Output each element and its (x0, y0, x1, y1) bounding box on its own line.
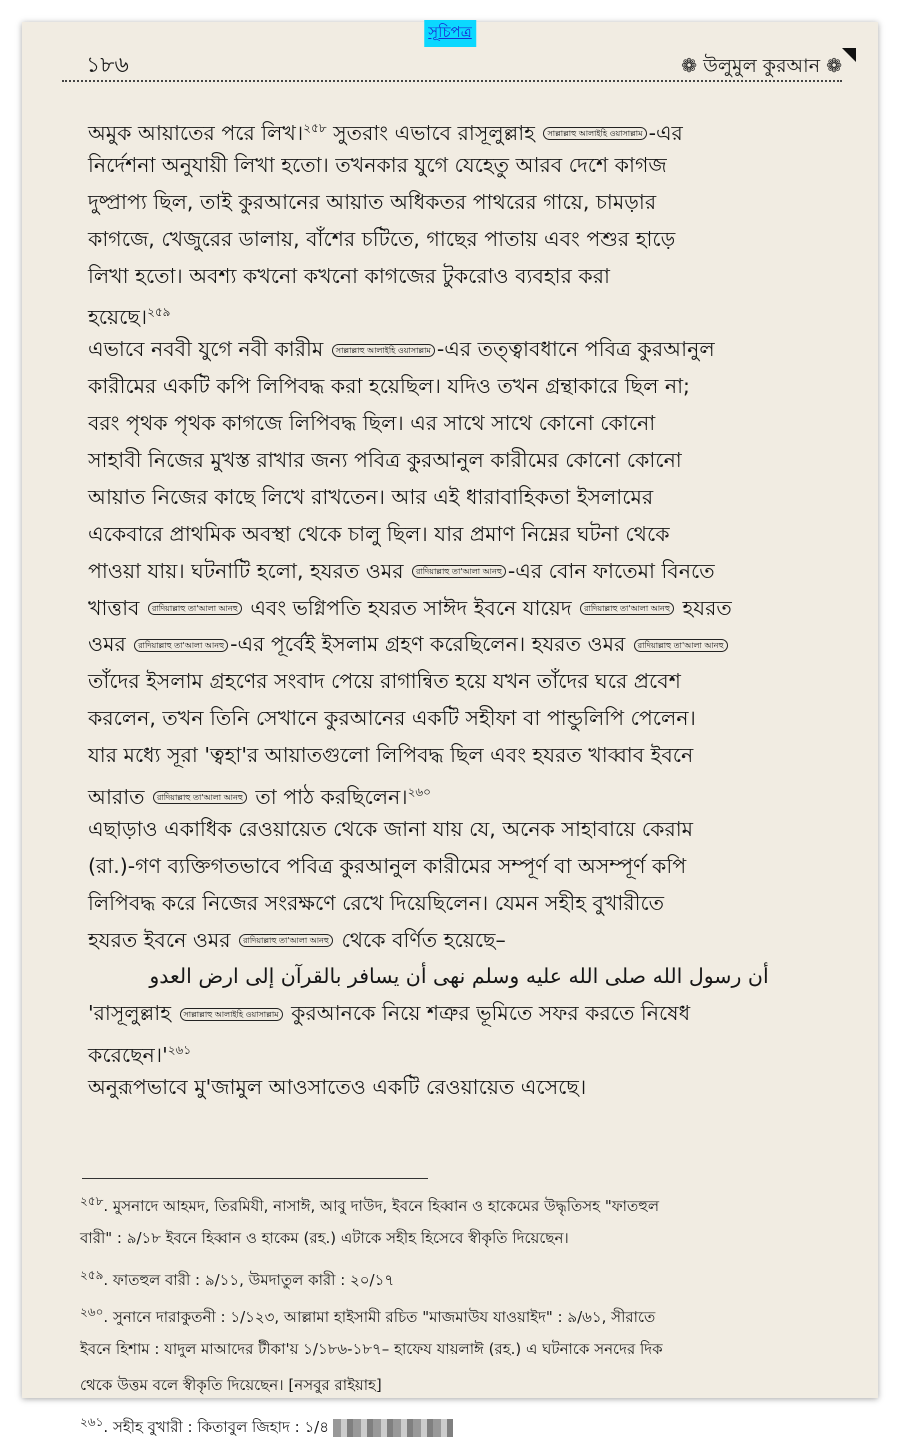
text-line: লিখা হতো। অবশ্য কখনো কখনো কাগজের টুকরোও ব্যবহার করা (88, 263, 610, 288)
footnote-number: ২৬১ (80, 1415, 104, 1430)
footnote-ref[interactable]: ২৬১ (167, 1043, 192, 1058)
main-text (88, 110, 860, 1106)
footnote-line (80, 1299, 870, 1336)
text-span: তা পাঠ করছিলেন। (255, 784, 408, 809)
text-span: থেকে বর্ণিত হয়েছে– (341, 927, 506, 952)
salla-honorific-icon: সাল্লাল্লাহু আলাইহি ওয়াসাল্লাম (180, 1008, 283, 1021)
footnote-ref[interactable]: ২৫৯ (147, 305, 171, 320)
text-line (88, 590, 860, 627)
text-span: আরাত (88, 784, 145, 809)
footnote-ref[interactable]: ২৫৮ (303, 121, 327, 135)
text-span: -এর তত্ত্বাবধানে পবিত্র কুরআনুল (436, 337, 715, 362)
footnote-number: ২৫৯ (80, 1267, 104, 1282)
text-span: ওমর (88, 632, 126, 657)
text-span: কুরআনকে নিয়ে শত্রুর ভূমিতে সফর করতে নিষেধ (291, 1001, 691, 1026)
text-line (88, 553, 860, 590)
footnote-number: ২৫৮ (80, 1194, 104, 1208)
text-line (88, 1032, 860, 1069)
text-line (88, 995, 860, 1032)
text-line: করলেন, তখন তিনি সেখানে কুরআনের একটি সহীফা বা পান্ডুলিপি পেলেন। (88, 706, 696, 731)
footnote-line (80, 1409, 870, 1446)
text-span: পাওয়া যায়। ঘটনাটি হলো, হযরত ওমর (88, 558, 404, 583)
text-span: সুতরাং এভাবে রাসূলুল্লাহ (326, 120, 535, 145)
text-span: -এর (648, 120, 683, 145)
book-page (22, 22, 878, 1437)
text-span: হযরত ইবনে ওমর (88, 927, 231, 952)
text-span: করেছেন।' (88, 1043, 168, 1068)
radi-honorific-icon: রাদিয়াল্লাহু তা'আলা আনহু (134, 639, 228, 652)
text-line: অনুরূপভাবে মু'জামুল আওসাতেও একটি রেওয়ায়েত এসেছে। (88, 1075, 587, 1100)
text-line: কাগজে, খেজুরের ডালায়, বাঁশের চটিতে, গাছের পাতায় এবং পশুর হাড়ে (88, 226, 676, 251)
text-line (88, 626, 860, 663)
text-span: -এর পূর্বেই ইসলাম গ্রহণ করেছিলেন। হযরত ওমর (230, 632, 626, 657)
toc-link[interactable]: সূচিপত্র (424, 20, 476, 47)
text-line: আয়াত নিজের কাছে লিখে রাখতেন। আর এই ধারাবাহিকতা ইসলামের (88, 484, 654, 509)
radi-honorific-icon: রাদিয়াল্লাহু তা'আলা আনহু (580, 602, 674, 615)
footnote-divider (82, 1178, 428, 1179)
footnote-text: . সহীহ বুখারী : কিতাবুল জিহাদ : ১/৪ (103, 1418, 329, 1437)
text-line: এছাড়াও একাধিক রেওয়ায়েত থেকে জানা যায় যে, অনেক সাহাবায়ে কেরাম (88, 816, 694, 841)
running-title: ❁ উলুমুল কুরআন ❁ (681, 55, 842, 77)
text-line (88, 294, 860, 331)
text-line (88, 110, 860, 147)
text-span: এবং ভগ্নিপতি হযরত সাঈদ ইবনে যায়েদ (250, 595, 572, 620)
footnote-number: ২৬০ (80, 1304, 104, 1319)
footnote-ref[interactable]: ২৬০ (407, 785, 431, 800)
text-line: বরং পৃথক পৃথক কাগজে লিপিবদ্ধ ছিল। এর সাথে সাথে কোনো কোনো (88, 411, 656, 436)
radi-honorific-icon: রাদিয়াল্লাহু তা'আলা আনহু (634, 639, 728, 652)
text-line: একেবারে প্রাথমিক অবস্থা থেকে চালু ছিল। যার প্রমাণ নিম্নের ঘটনা থেকে (88, 521, 670, 546)
footnote-line: ইবনে হিশাম : যাদুল মাআদের টীকা'য় ১/১৮৬-১৮৭– হাফেয যায়লাঈ (রহ.) এ ঘটনাকে সনদের দিক (80, 1339, 663, 1358)
text-line (88, 774, 860, 811)
text-line: কারীমের একটি কপি লিপিবদ্ধ করা হয়েছিল। যদিও তখন গ্রন্থাকারে ছিল না; (88, 374, 690, 399)
text-line: (রা.)-গণ ব্যক্তিগতভাবে পবিত্র কুরআনুল কারীমের সম্পূর্ণ বা অসম্পূর্ণ কপি (88, 853, 687, 878)
footnote-line: থেকে উত্তম বলে স্বীকৃতি দিয়েছেন। [নসবুর রাইয়াহ] (80, 1376, 382, 1395)
text-line: তাঁদের ইসলাম গ্রহণের সংবাদ পেয়ে রাগান্বিত হয়ে যখন তাঁদের ঘরে প্রবেশ (88, 669, 681, 694)
text-span: এভাবে নববী যুগে নবী কারীম (88, 337, 324, 362)
text-span: হযরত (682, 595, 732, 620)
text-line: সাহাবী নিজের মুখস্ত রাখার জন্য পবিত্র কুরআনুল কারীমের কোনো কোনো (88, 448, 682, 473)
footnote-text: . মুসনাদে আহমদ, তিরমিযী, নাসাঈ, আবু দাউদ, ইবনে হিব্বান ও হাকেমের উদ্ধৃতিসহ "ফাতহুল (103, 1197, 660, 1215)
radi-honorific-icon: রাদিয়াল্লাহু তা'আলা আনহু (153, 791, 247, 804)
footnotes (80, 1188, 870, 1446)
footnote-text: . ফাতহুল বারী : ৯/১১, উমদাতুল কারী : ২০/১৭ (103, 1270, 395, 1289)
text-line (88, 331, 860, 368)
text-span: অমুক আয়াতের পরে লিখ। (88, 120, 304, 145)
salla-honorific-icon: সাল্লাল্লাহু আলাইহি ওয়াসাল্লাম (332, 344, 435, 357)
salla-honorific-icon: সাল্লাল্লাহু আলাইহি ওয়াসাল্লাম (543, 127, 646, 140)
blurred-watermark (333, 1419, 453, 1437)
arabic-hadith: أن رسول الله صلى الله عليه وسلم نهى أن يسافر بالقرآن إلى ارض العدو (149, 964, 769, 989)
radi-honorific-icon: রাদিয়াল্লাহু তা'আলা আনহু (239, 934, 333, 947)
page-number: ১৮৬ (86, 53, 129, 78)
text-line: দুষ্প্রাপ্য ছিল, তাই কুরআনের আয়াত অধিকতর পাথরের গায়ে, চামড়ার (88, 189, 657, 214)
text-span: হয়েছে। (88, 305, 148, 330)
text-line: লিপিবদ্ধ করে নিজের সংরক্ষণে রেখে দিয়েছিলেন। যেমন সহীহ বুখারীতে (88, 890, 665, 915)
radi-honorific-icon: রাদিয়াল্লাহু তা'আলা আনহু (148, 602, 242, 615)
text-line: নির্দেশনা অনুযায়ী লিখা হতো। তখনকার যুগে যেহেতু আরব দেশে কাগজ (88, 152, 667, 177)
footnote-line (80, 1188, 870, 1225)
page-corner-mark (842, 48, 856, 62)
text-line: যার মধ্যে সূরা 'ত্বহা'র আয়াতগুলো লিপিবদ্ধ ছিল এবং হযরত খাব্বাব ইবনে (88, 743, 694, 768)
footnote-line: বারী" : ৯/১৮ ইবনে হিব্বান ও হাকেম (রহ.) এটাকে সহীহ হিসেবে স্বীকৃতি দিয়েছেন। (80, 1228, 569, 1247)
footnote-text: . সুনানে দারাকুতনী : ১/১২৩, আল্লামা হাইসামী রচিত "মাজমাউয যাওয়াইদ" : ৯/৬১, সীরাতে (103, 1307, 656, 1326)
text-span: খাত্তাব (88, 595, 140, 620)
text-line (88, 922, 860, 959)
text-span: 'রাসূলুল্লাহ (88, 1001, 171, 1026)
radi-honorific-icon: রাদিয়াল্লাহু তা'আলা আনহু (412, 565, 506, 578)
footnote-line (80, 1262, 870, 1299)
text-span: -এর বোন ফাতেমা বিনতে (507, 558, 715, 583)
